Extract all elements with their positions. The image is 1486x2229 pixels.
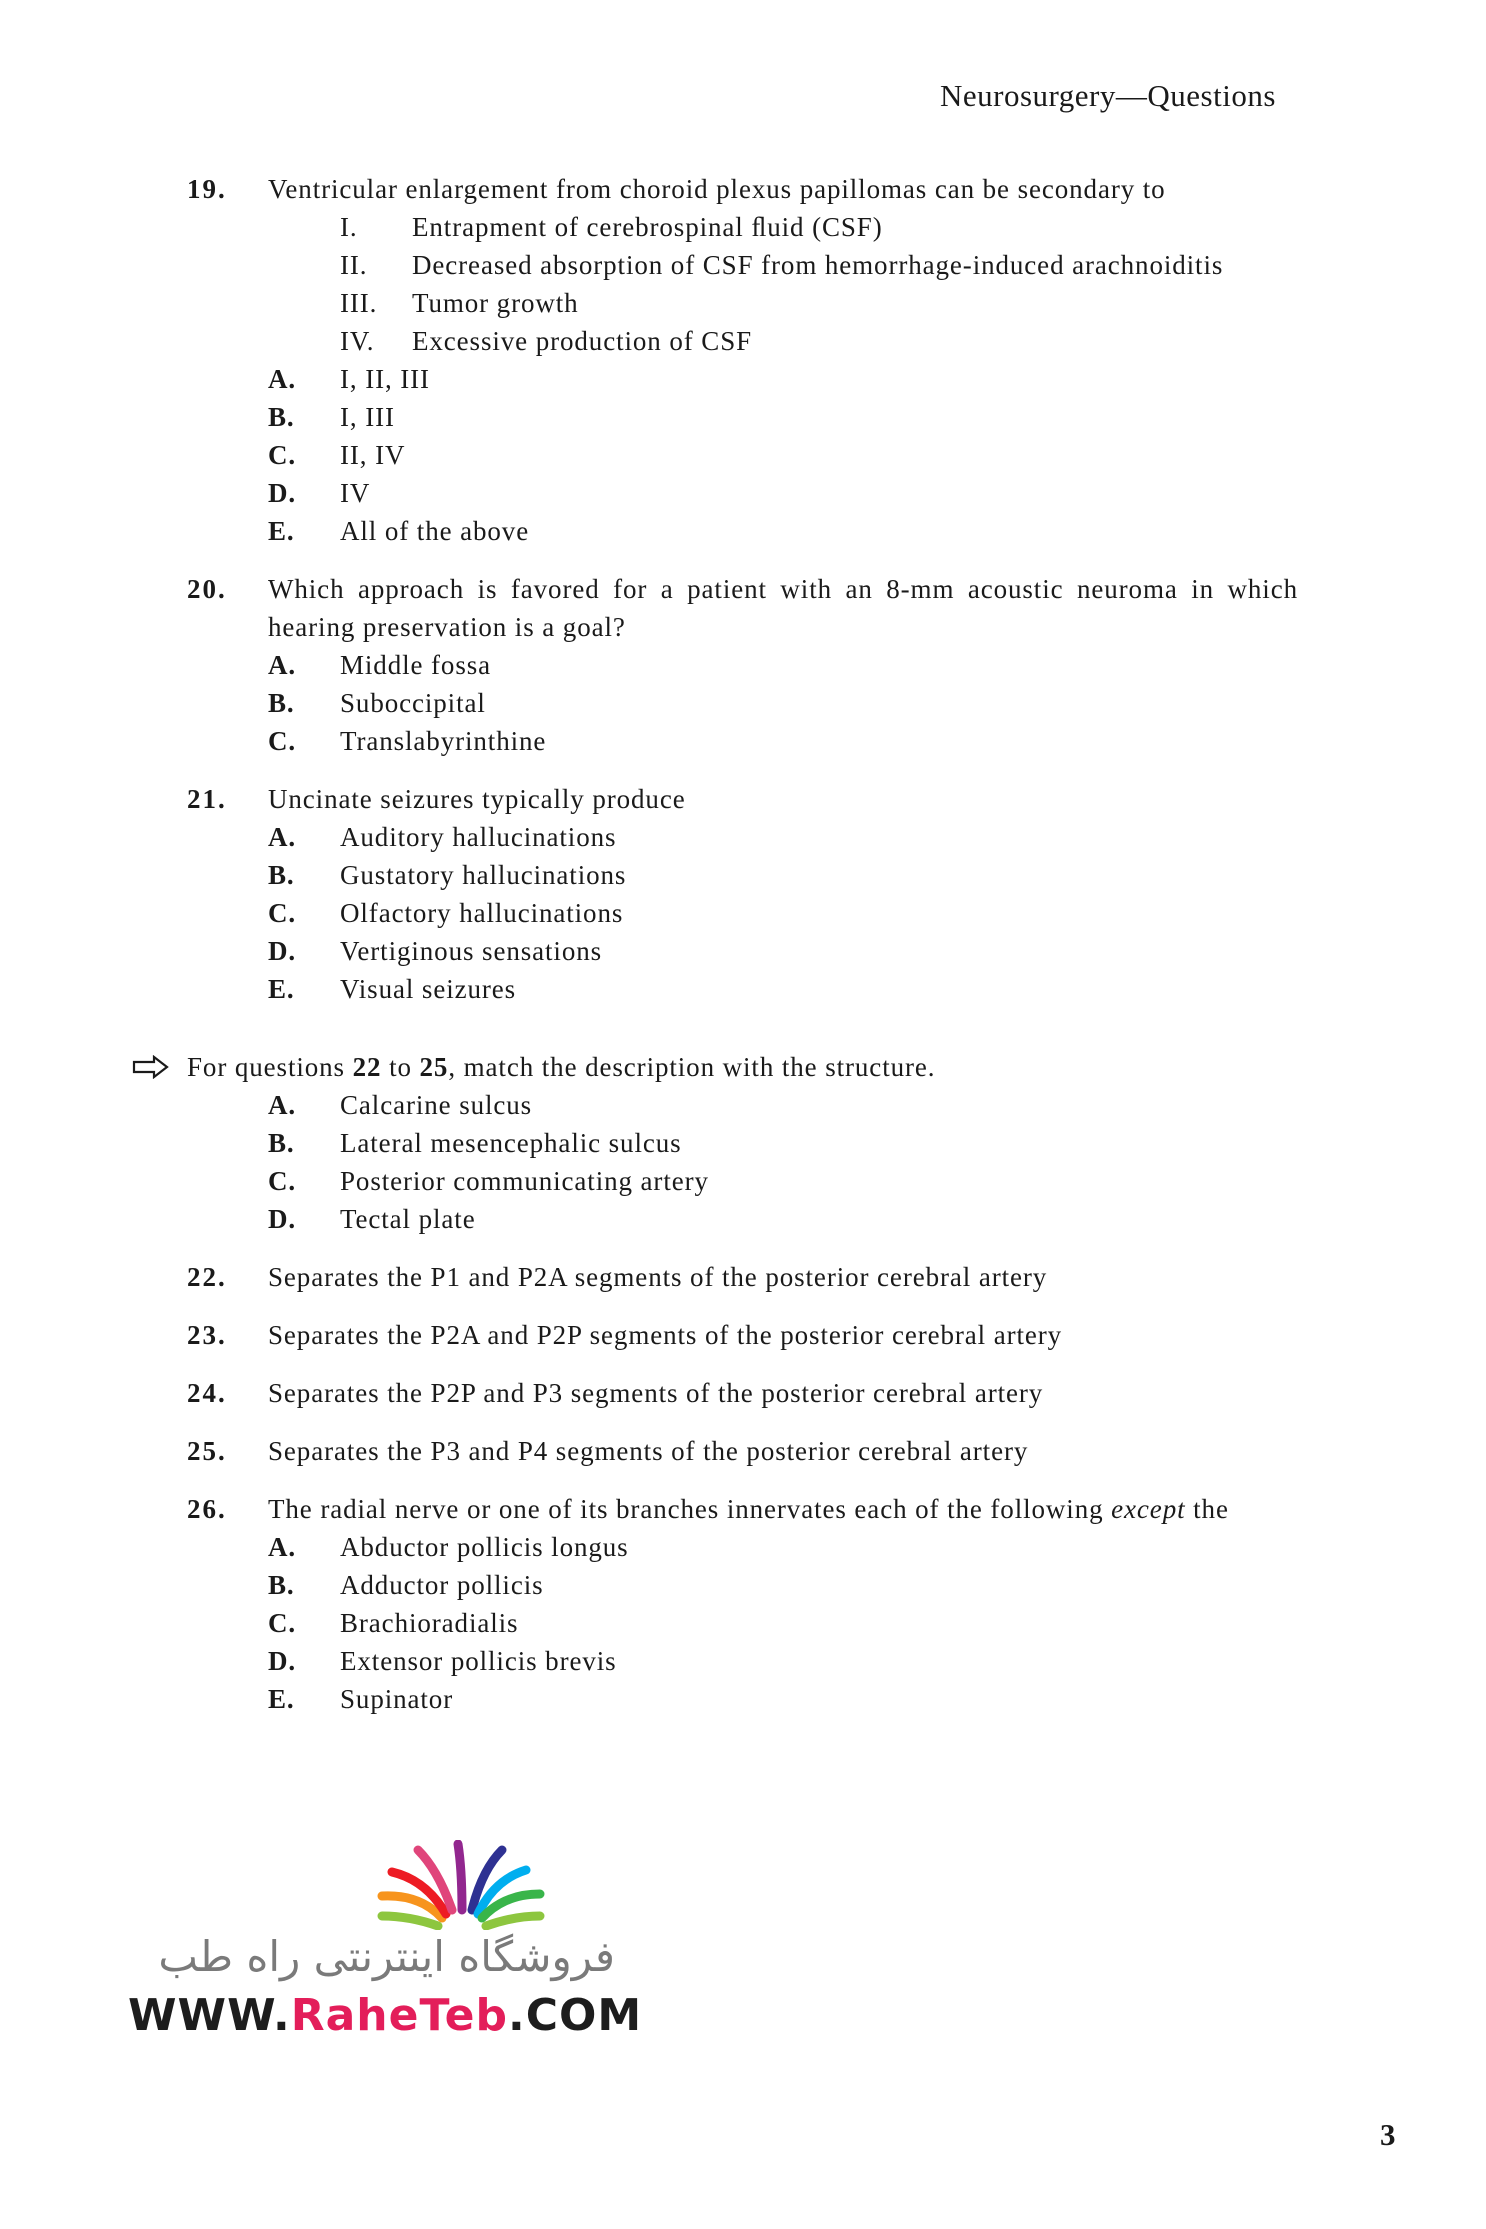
option-text: IV bbox=[340, 478, 371, 508]
question-number: 22. bbox=[187, 1262, 227, 1292]
question-25 bbox=[0, 1432, 1486, 1470]
option-text: Auditory hallucinations bbox=[340, 822, 617, 852]
option-text: Olfactory hallucinations bbox=[340, 898, 624, 928]
raheteb-watermark bbox=[120, 1840, 643, 2041]
question-number: 23. bbox=[187, 1320, 227, 1350]
roman-numeral: III. bbox=[340, 288, 378, 318]
matching-instructions bbox=[0, 1048, 1486, 1238]
question-stem-row bbox=[0, 570, 1486, 646]
option-letter: A. bbox=[268, 1532, 297, 1562]
roman-numeral: IV. bbox=[340, 326, 375, 356]
answer-option bbox=[0, 1528, 1486, 1566]
option-text: Extensor pollicis brevis bbox=[340, 1646, 617, 1676]
option-text: Calcarine sulcus bbox=[340, 1090, 533, 1120]
answer-option bbox=[0, 970, 1486, 1008]
option-text: Supinator bbox=[340, 1684, 454, 1714]
answer-option bbox=[0, 436, 1486, 474]
option-text: I, II, III bbox=[340, 364, 430, 394]
option-text: Gustatory hallucinations bbox=[340, 860, 627, 890]
option-letter: B. bbox=[268, 860, 295, 890]
option-letter: D. bbox=[268, 478, 297, 508]
question-stem: Separates the P3 and P4 segments of the posterior cerebral artery bbox=[268, 1436, 1029, 1466]
page-content bbox=[0, 170, 1486, 1738]
question-19 bbox=[0, 170, 1486, 550]
question-23 bbox=[0, 1316, 1486, 1354]
option-letter: D. bbox=[268, 936, 297, 966]
question-stem-row bbox=[0, 170, 1486, 208]
option-letter: B. bbox=[268, 402, 295, 432]
option-letter: E. bbox=[268, 516, 295, 546]
option-letter: E. bbox=[268, 974, 295, 1004]
book-fan-logo-icon bbox=[120, 1840, 640, 1930]
roman-text: Tumor growth bbox=[412, 288, 579, 318]
option-letter: A. bbox=[268, 822, 297, 852]
question-stem-row bbox=[0, 1374, 1486, 1412]
option-text: II, IV bbox=[340, 440, 406, 470]
question-stem: Which approach is favored for a patient with an 8-mm acoustic neuroma in which hearing preservation is a goal? bbox=[268, 574, 1298, 642]
option-letter: A. bbox=[268, 1090, 297, 1120]
option-text: Brachioradialis bbox=[340, 1608, 519, 1638]
option-text: Abductor pollicis longus bbox=[340, 1532, 629, 1562]
answer-option bbox=[0, 1124, 1486, 1162]
question-stem: Ventricular enlargement from choroid plexus papillomas can be secondary to bbox=[268, 174, 1166, 204]
answer-option bbox=[0, 1162, 1486, 1200]
roman-text: Entrapment of cerebrospinal ﬂuid (CSF) bbox=[412, 212, 883, 242]
answer-option bbox=[0, 474, 1486, 512]
option-letter: B. bbox=[268, 1570, 295, 1600]
roman-item bbox=[0, 322, 1486, 360]
question-22 bbox=[0, 1258, 1486, 1296]
question-stem-row bbox=[0, 1490, 1486, 1528]
question-number: 24. bbox=[187, 1378, 227, 1408]
question-24 bbox=[0, 1374, 1486, 1412]
option-letter: D. bbox=[268, 1646, 297, 1676]
answer-option bbox=[0, 1604, 1486, 1642]
answer-option bbox=[0, 684, 1486, 722]
question-stem-row bbox=[0, 780, 1486, 818]
question-number: 25. bbox=[187, 1436, 227, 1466]
answer-option bbox=[0, 818, 1486, 856]
option-letter: B. bbox=[268, 1128, 295, 1158]
option-text: I, III bbox=[340, 402, 395, 432]
question-stem: Separates the P2P and P3 segments of the posterior cerebral artery bbox=[268, 1378, 1044, 1408]
question-stem: Separates the P1 and P2A segments of the posterior cerebral artery bbox=[268, 1262, 1048, 1292]
question-stem-row bbox=[0, 1258, 1486, 1296]
question-stem-row bbox=[0, 1432, 1486, 1470]
answer-option bbox=[0, 1086, 1486, 1124]
answer-option bbox=[0, 1680, 1486, 1718]
matching-instruction-row bbox=[0, 1048, 1486, 1086]
question-number: 26. bbox=[187, 1494, 227, 1524]
option-letter: C. bbox=[268, 1166, 297, 1196]
answer-option bbox=[0, 646, 1486, 684]
option-letter: D. bbox=[268, 1204, 297, 1234]
spacer bbox=[0, 1028, 1486, 1048]
matching-instruction-text: For questions 22 to 25, match the description with the structure. bbox=[187, 1052, 936, 1082]
answer-option bbox=[0, 856, 1486, 894]
page-number: 3 bbox=[1380, 2117, 1396, 2152]
option-letter: C. bbox=[268, 440, 297, 470]
option-letter: E. bbox=[268, 1684, 295, 1714]
answer-option bbox=[0, 932, 1486, 970]
answer-option bbox=[0, 360, 1486, 398]
answer-option bbox=[0, 894, 1486, 932]
running-header: Neurosurgery—Questions bbox=[940, 78, 1276, 113]
option-text: Lateral mesencephalic sulcus bbox=[340, 1128, 682, 1158]
answer-option bbox=[0, 512, 1486, 550]
option-text: All of the above bbox=[340, 516, 530, 546]
answer-option bbox=[0, 398, 1486, 436]
question-stem: Uncinate seizures typically produce bbox=[268, 784, 686, 814]
option-letter: C. bbox=[268, 726, 297, 756]
option-text: Suboccipital bbox=[340, 688, 486, 718]
question-stem-row bbox=[0, 1316, 1486, 1354]
option-text: Visual seizures bbox=[340, 974, 517, 1004]
answer-option bbox=[0, 722, 1486, 760]
question-stem: The radial nerve or one of its branches innervates each of the following except the bbox=[268, 1494, 1229, 1524]
answer-option bbox=[0, 1566, 1486, 1604]
roman-item bbox=[0, 208, 1486, 246]
roman-item bbox=[0, 246, 1486, 284]
roman-numeral: II. bbox=[340, 250, 368, 280]
roman-item bbox=[0, 284, 1486, 322]
question-number: 20. bbox=[187, 574, 227, 604]
question-20 bbox=[0, 570, 1486, 760]
option-letter: B. bbox=[268, 688, 295, 718]
option-letter: A. bbox=[268, 364, 297, 394]
option-text: Middle fossa bbox=[340, 650, 492, 680]
roman-text: Decreased absorption of CSF from hemorrhage-induced arachnoiditis bbox=[412, 250, 1224, 280]
option-text: Tectal plate bbox=[340, 1204, 476, 1234]
watermark-url: WWW.RaheTeb.COM bbox=[128, 1990, 643, 2041]
option-letter: A. bbox=[268, 650, 297, 680]
option-text: Translabyrinthine bbox=[340, 726, 547, 756]
question-26 bbox=[0, 1490, 1486, 1718]
watermark-persian-text: فروشگاه اینترنتی راه طب bbox=[158, 1932, 615, 1981]
question-21 bbox=[0, 780, 1486, 1008]
arrow-right-icon bbox=[132, 1055, 170, 1079]
option-letter: C. bbox=[268, 1608, 297, 1638]
option-text: Posterior communicating artery bbox=[340, 1166, 709, 1196]
roman-text: Excessive production of CSF bbox=[412, 326, 753, 356]
roman-numeral: I. bbox=[340, 212, 358, 242]
option-text: Adductor pollicis bbox=[340, 1570, 544, 1600]
question-number: 21. bbox=[187, 784, 227, 814]
answer-option bbox=[0, 1200, 1486, 1238]
answer-option bbox=[0, 1642, 1486, 1680]
question-stem: Separates the P2A and P2P segments of the posterior cerebral artery bbox=[268, 1320, 1063, 1350]
emphasis-except: except bbox=[1111, 1494, 1186, 1524]
question-number: 19. bbox=[187, 174, 227, 204]
option-letter: C. bbox=[268, 898, 297, 928]
option-text: Vertiginous sensations bbox=[340, 936, 603, 966]
